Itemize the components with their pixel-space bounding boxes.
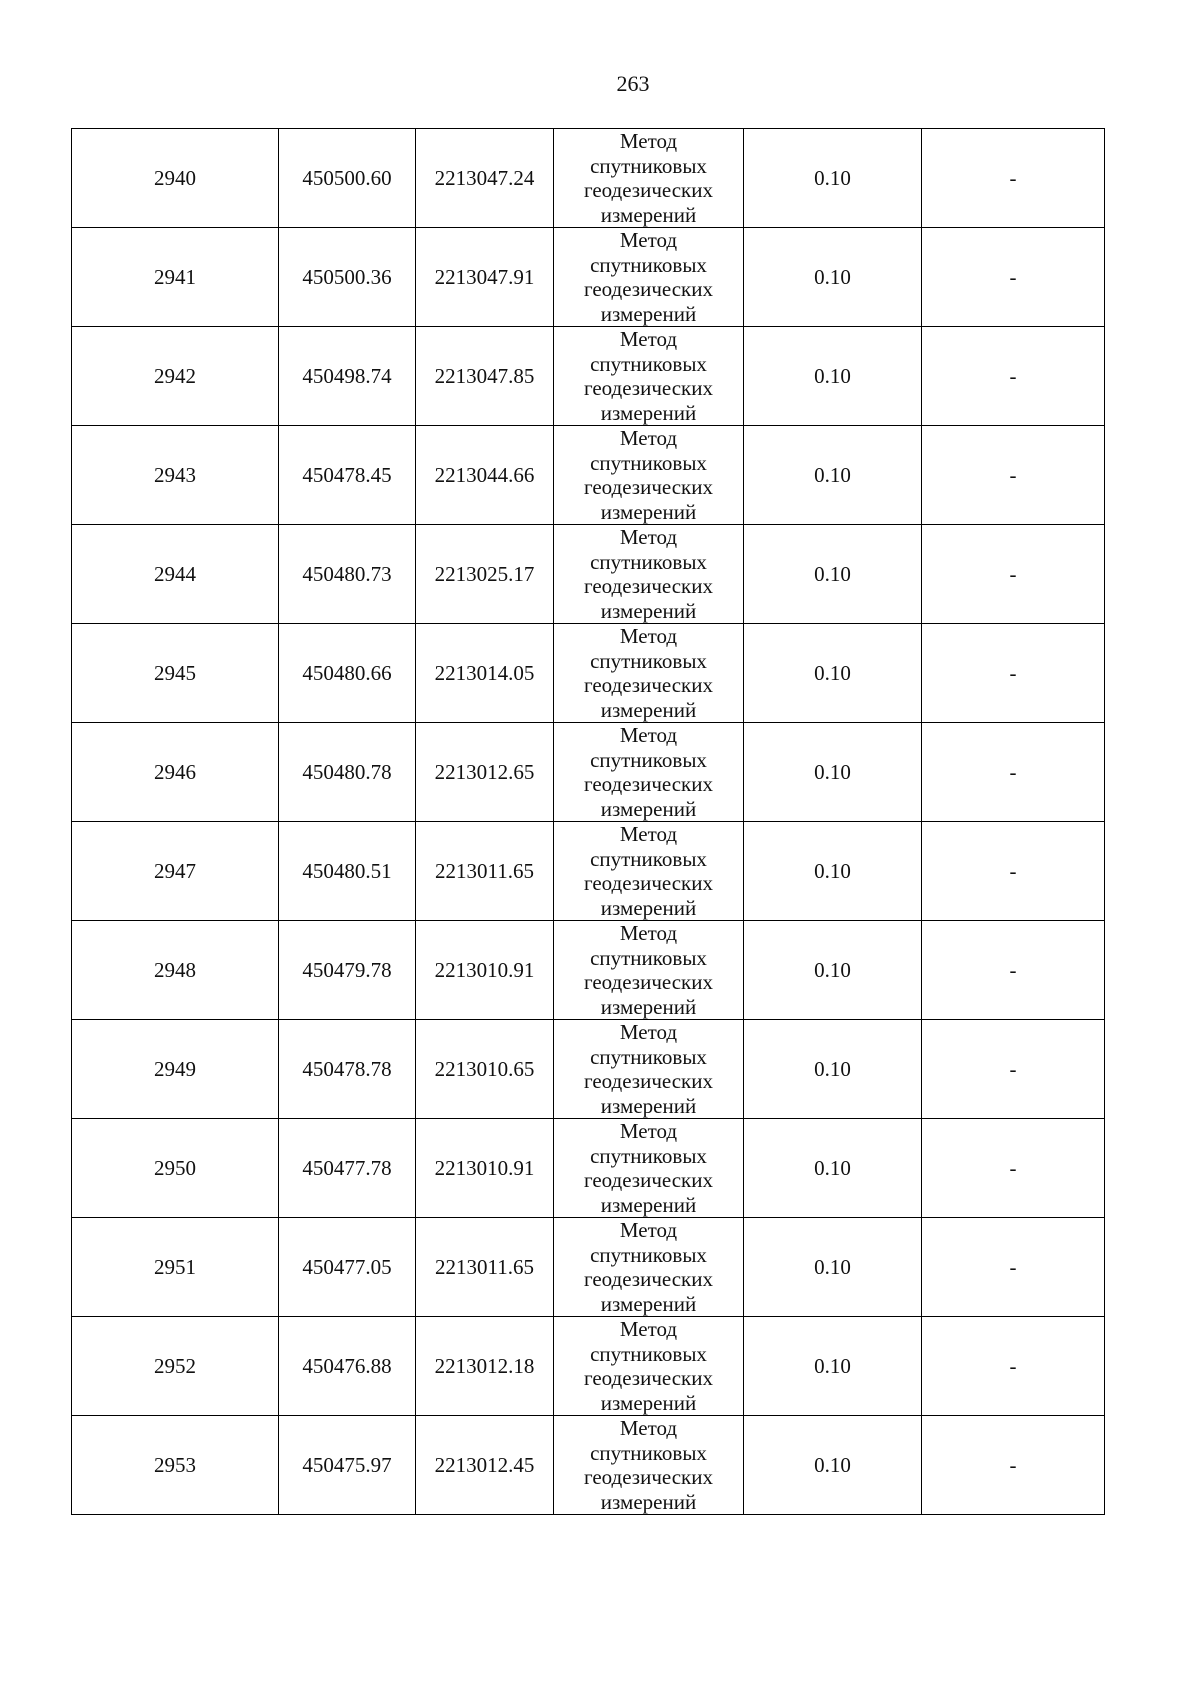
note-cell: -: [922, 129, 1105, 228]
table-row: [72, 723, 1105, 822]
point-id-cell: 2949: [72, 1020, 279, 1119]
method-line: Метод: [619, 1416, 678, 1440]
accuracy-cell: 0.10: [744, 525, 922, 624]
method-line: измерений: [600, 499, 697, 524]
method-cell: [554, 723, 744, 822]
method-line: геодезических: [583, 673, 713, 697]
x-coordinate-cell: 450480.66: [279, 624, 416, 723]
note-cell: -: [922, 822, 1105, 921]
point-id-cell: 2940: [72, 129, 279, 228]
method-text: [554, 1317, 743, 1415]
method-cell: [554, 426, 744, 525]
table-row: [72, 228, 1105, 327]
method-cell: [554, 1317, 744, 1416]
y-coordinate-cell: 2213010.91: [416, 921, 554, 1020]
method-line: измерений: [600, 697, 697, 722]
x-coordinate-cell: 450478.78: [279, 1020, 416, 1119]
accuracy-cell: 0.10: [744, 1218, 922, 1317]
y-coordinate-cell: 2213047.91: [416, 228, 554, 327]
x-coordinate-cell: 450480.73: [279, 525, 416, 624]
table-row: [72, 921, 1105, 1020]
method-line: спутниковых: [590, 846, 707, 871]
method-line: измерений: [600, 301, 697, 326]
table-row: [72, 1218, 1105, 1317]
method-line: геодезических: [583, 871, 713, 895]
table-row: [72, 624, 1105, 723]
method-line: спутниковых: [590, 549, 707, 574]
y-coordinate-cell: 2213047.24: [416, 129, 554, 228]
method-text: [554, 1218, 743, 1316]
accuracy-cell: 0.10: [744, 822, 922, 921]
accuracy-cell: 0.10: [744, 723, 922, 822]
method-text: [554, 1416, 743, 1514]
x-coordinate-cell: 450476.88: [279, 1317, 416, 1416]
method-line: измерений: [600, 1291, 697, 1316]
method-line: Метод: [619, 624, 678, 648]
y-coordinate-cell: 2213012.65: [416, 723, 554, 822]
note-cell: -: [922, 624, 1105, 723]
method-text: [554, 723, 743, 821]
method-line: Метод: [619, 822, 678, 846]
coordinates-table: [71, 128, 1105, 1515]
method-line: геодезических: [583, 970, 713, 994]
method-line: измерений: [600, 202, 697, 227]
x-coordinate-cell: 450477.78: [279, 1119, 416, 1218]
point-id-cell: 2942: [72, 327, 279, 426]
x-coordinate-cell: 450478.45: [279, 426, 416, 525]
accuracy-cell: 0.10: [744, 327, 922, 426]
y-coordinate-cell: 2213010.65: [416, 1020, 554, 1119]
method-cell: [554, 327, 744, 426]
method-line: спутниковых: [590, 1143, 707, 1168]
method-cell: [554, 228, 744, 327]
table-row: [72, 1020, 1105, 1119]
x-coordinate-cell: 450500.36: [279, 228, 416, 327]
note-cell: -: [922, 426, 1105, 525]
method-line: геодезических: [583, 277, 713, 301]
method-text: [554, 228, 743, 326]
method-line: геодезических: [583, 475, 713, 499]
method-line: спутниковых: [590, 351, 707, 376]
method-line: геодезических: [583, 1069, 713, 1093]
method-line: Метод: [619, 228, 678, 252]
method-text: [554, 129, 743, 227]
point-id-cell: 2953: [72, 1416, 279, 1515]
y-coordinate-cell: 2213014.05: [416, 624, 554, 723]
point-id-cell: 2950: [72, 1119, 279, 1218]
point-id-cell: 2941: [72, 228, 279, 327]
method-line: спутниковых: [590, 252, 707, 277]
accuracy-cell: 0.10: [744, 1317, 922, 1416]
method-line: спутниковых: [590, 1440, 707, 1465]
y-coordinate-cell: 2213025.17: [416, 525, 554, 624]
table-row: [72, 525, 1105, 624]
method-line: Метод: [619, 525, 678, 549]
method-line: измерений: [600, 1093, 697, 1118]
method-line: Метод: [619, 1119, 678, 1143]
method-line: спутниковых: [590, 648, 707, 673]
method-text: [554, 525, 743, 623]
method-line: измерений: [600, 1192, 697, 1217]
note-cell: -: [922, 921, 1105, 1020]
method-text: [554, 822, 743, 920]
method-line: геодезических: [583, 1366, 713, 1390]
method-text: [554, 1020, 743, 1118]
y-coordinate-cell: 2213012.45: [416, 1416, 554, 1515]
table-row: [72, 327, 1105, 426]
table-row: [72, 1317, 1105, 1416]
method-cell: [554, 525, 744, 624]
accuracy-cell: 0.10: [744, 228, 922, 327]
method-line: Метод: [619, 1317, 678, 1341]
note-cell: -: [922, 723, 1105, 822]
note-cell: -: [922, 525, 1105, 624]
y-coordinate-cell: 2213047.85: [416, 327, 554, 426]
method-line: Метод: [619, 327, 678, 351]
method-line: Метод: [619, 921, 678, 945]
method-cell: [554, 1218, 744, 1317]
x-coordinate-cell: 450475.97: [279, 1416, 416, 1515]
page-number: 263: [616, 71, 650, 96]
x-coordinate-cell: 450480.78: [279, 723, 416, 822]
method-text: [554, 624, 743, 722]
table-row: [72, 1416, 1105, 1515]
point-id-cell: 2952: [72, 1317, 279, 1416]
accuracy-cell: 0.10: [744, 1416, 922, 1515]
y-coordinate-cell: 2213044.66: [416, 426, 554, 525]
point-id-cell: 2946: [72, 723, 279, 822]
method-line: геодезических: [583, 1168, 713, 1192]
method-line: геодезических: [583, 1465, 713, 1489]
note-cell: -: [922, 1020, 1105, 1119]
method-cell: [554, 129, 744, 228]
method-line: спутниковых: [590, 450, 707, 475]
method-line: измерений: [600, 1489, 697, 1514]
accuracy-cell: 0.10: [744, 129, 922, 228]
table-row: [72, 426, 1105, 525]
method-text: [554, 1119, 743, 1217]
method-line: геодезических: [583, 574, 713, 598]
point-id-cell: 2943: [72, 426, 279, 525]
method-text: [554, 426, 743, 524]
method-cell: [554, 624, 744, 723]
method-line: Метод: [619, 1218, 678, 1242]
method-line: Метод: [619, 723, 678, 747]
note-cell: -: [922, 327, 1105, 426]
y-coordinate-cell: 2213011.65: [416, 1218, 554, 1317]
method-line: измерений: [600, 796, 697, 821]
method-line: геодезических: [583, 1267, 713, 1291]
table-row: [72, 129, 1105, 228]
method-cell: [554, 921, 744, 1020]
table-body: [72, 129, 1105, 1515]
y-coordinate-cell: 2213010.91: [416, 1119, 554, 1218]
method-line: Метод: [619, 1020, 678, 1044]
method-line: геодезических: [583, 178, 713, 202]
accuracy-cell: 0.10: [744, 624, 922, 723]
note-cell: -: [922, 1218, 1105, 1317]
point-id-cell: 2948: [72, 921, 279, 1020]
x-coordinate-cell: 450500.60: [279, 129, 416, 228]
method-line: геодезических: [583, 376, 713, 400]
x-coordinate-cell: 450498.74: [279, 327, 416, 426]
method-line: спутниковых: [590, 1044, 707, 1069]
point-id-cell: 2947: [72, 822, 279, 921]
method-line: спутниковых: [590, 1242, 707, 1267]
method-line: геодезических: [583, 772, 713, 796]
accuracy-cell: 0.10: [744, 921, 922, 1020]
y-coordinate-cell: 2213011.65: [416, 822, 554, 921]
point-id-cell: 2945: [72, 624, 279, 723]
method-cell: [554, 1416, 744, 1515]
method-line: спутниковых: [590, 747, 707, 772]
point-id-cell: 2951: [72, 1218, 279, 1317]
table-row: [72, 822, 1105, 921]
x-coordinate-cell: 450479.78: [279, 921, 416, 1020]
method-line: спутниковых: [590, 945, 707, 970]
y-coordinate-cell: 2213012.18: [416, 1317, 554, 1416]
method-cell: [554, 822, 744, 921]
method-line: измерений: [600, 1390, 697, 1415]
x-coordinate-cell: 450480.51: [279, 822, 416, 921]
method-line: измерений: [600, 400, 697, 425]
method-text: [554, 327, 743, 425]
note-cell: -: [922, 1416, 1105, 1515]
table-row: [72, 1119, 1105, 1218]
x-coordinate-cell: 450477.05: [279, 1218, 416, 1317]
method-line: спутниковых: [590, 153, 707, 178]
accuracy-cell: 0.10: [744, 1020, 922, 1119]
method-line: Метод: [619, 426, 678, 450]
note-cell: -: [922, 228, 1105, 327]
point-id-cell: 2944: [72, 525, 279, 624]
method-line: спутниковых: [590, 1341, 707, 1366]
note-cell: -: [922, 1119, 1105, 1218]
accuracy-cell: 0.10: [744, 426, 922, 525]
accuracy-cell: 0.10: [744, 1119, 922, 1218]
method-cell: [554, 1119, 744, 1218]
method-line: измерений: [600, 994, 697, 1019]
note-cell: -: [922, 1317, 1105, 1416]
method-line: измерений: [600, 598, 697, 623]
method-cell: [554, 1020, 744, 1119]
method-line: измерений: [600, 895, 697, 920]
method-line: Метод: [619, 129, 678, 153]
method-text: [554, 921, 743, 1019]
